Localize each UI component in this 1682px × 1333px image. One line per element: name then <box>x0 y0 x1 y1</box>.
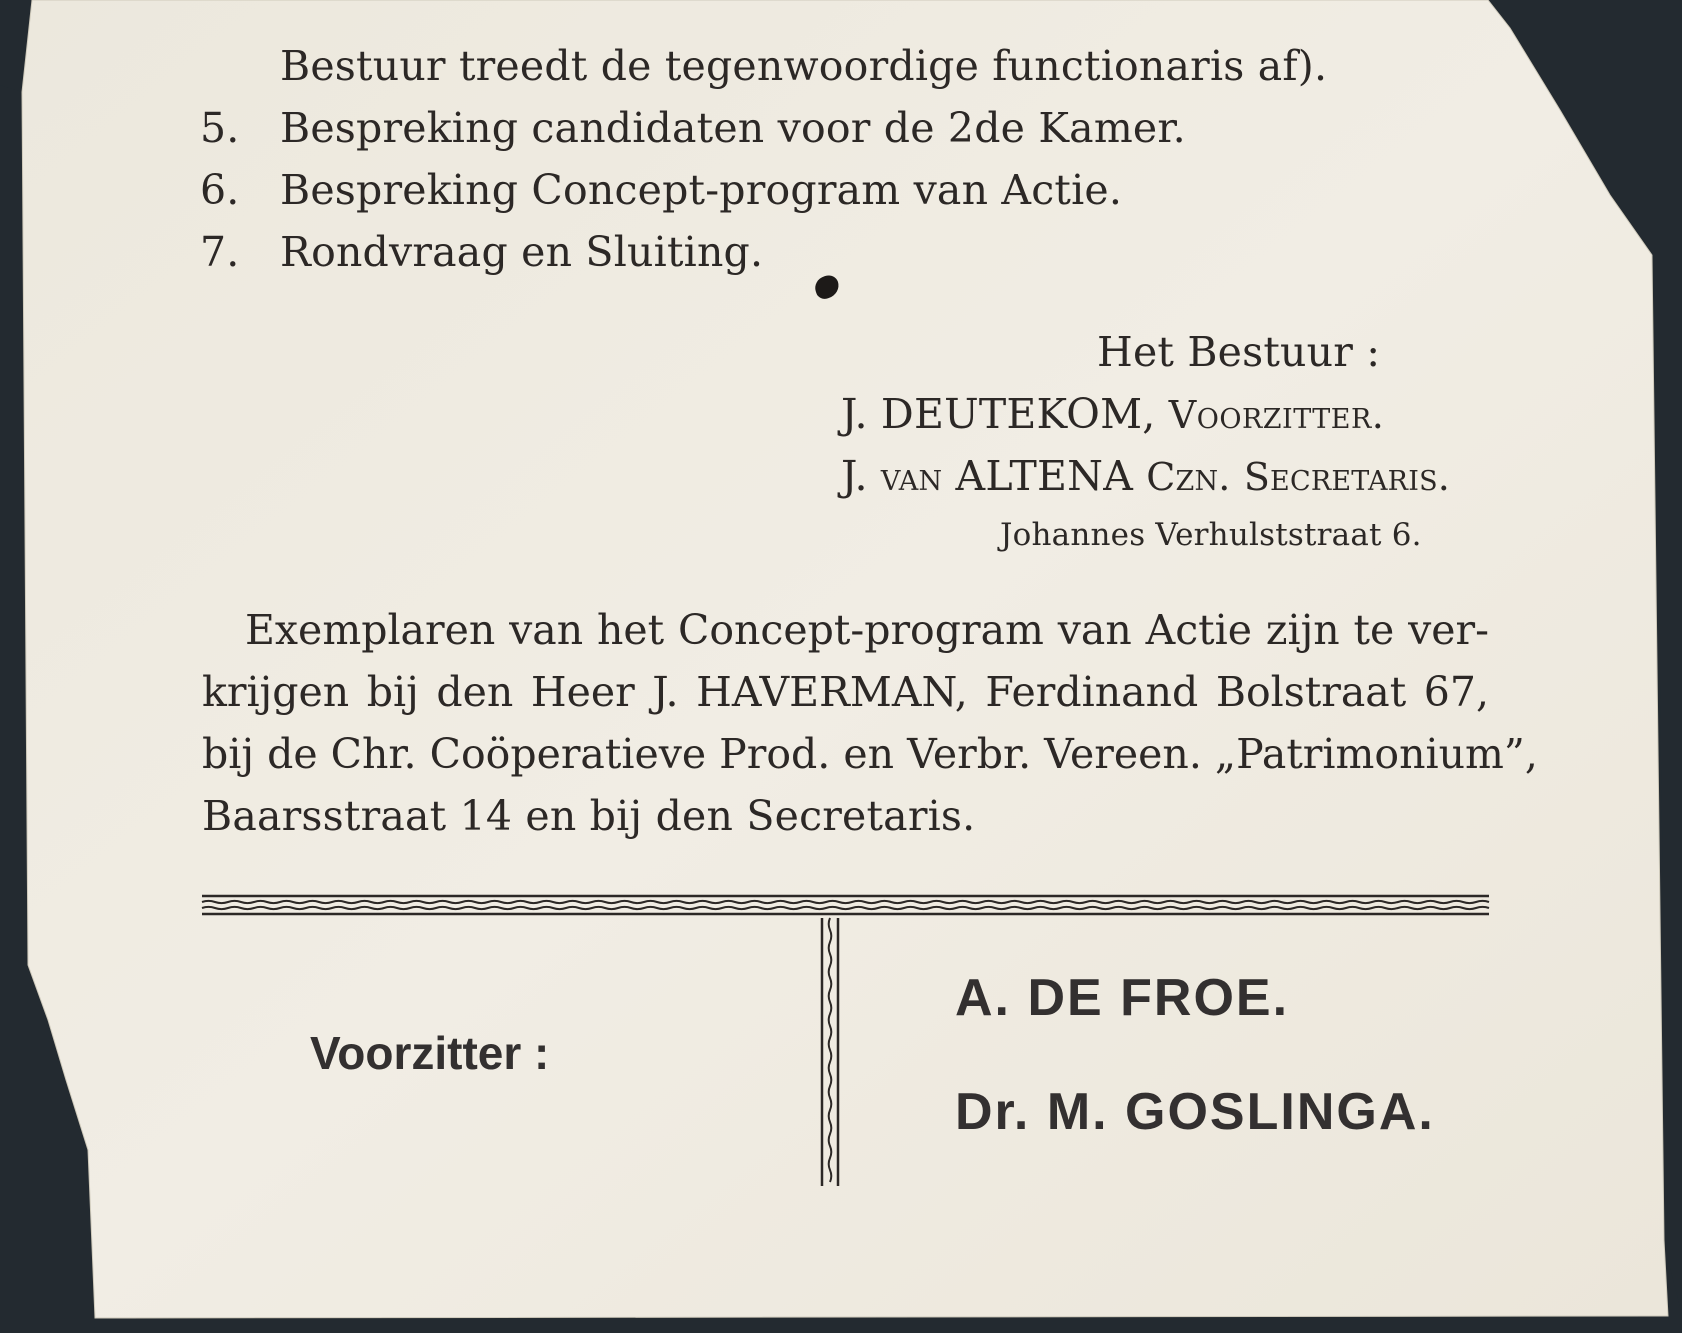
notice-line-text: krijgen bij den Heer J. HAVERMAN, Ferdinand Bolstraat 67, <box>202 668 1489 716</box>
agenda-item-number: 7. <box>200 228 240 276</box>
notice-line <box>245 606 1489 654</box>
speaker-name: A. DE FROE. <box>955 969 1290 1027</box>
speaker-name: Dr. M. GOSLINGA. <box>955 1083 1435 1141</box>
agenda-item-number: 6. <box>200 166 240 214</box>
secretary-address: Johannes Verhulststraat 6. <box>1000 517 1422 553</box>
agenda-item-text: Bespreking Concept-program van Actie. <box>280 166 1123 214</box>
notice-line-text: bij de Chr. Coöperatieve Prod. en Verbr. Vereen. „Patrimonium”, <box>202 730 1538 778</box>
notice-last-line: Baarsstraat 14 en bij den Secretaris. <box>202 792 976 840</box>
chair-name: J. DEUTEKOM, <box>841 390 1156 438</box>
agenda-item-text: Bespreking candidaten voor de 2de Kamer. <box>280 104 1186 152</box>
chair-role: Voorzitter. <box>1168 393 1385 437</box>
secretary-role: Secretaris. <box>1243 455 1451 499</box>
notice-line <box>202 668 1489 716</box>
board-heading: Het Bestuur : <box>1097 328 1381 376</box>
secretary-van: van <box>880 455 943 499</box>
agenda-continuation: Bestuur treedt de tegenwoordige functionaris af). <box>280 42 1328 90</box>
ornamental-divider <box>818 918 842 1188</box>
secretary-name: ALTENA <box>955 452 1133 500</box>
secretary-signature <box>841 452 1451 500</box>
ornamental-rule <box>202 890 1489 920</box>
agenda-item-text: Rondvraag en Sluiting. <box>280 228 764 276</box>
chair-signature <box>841 390 1385 438</box>
secretary-suffix: Czn. <box>1146 455 1231 499</box>
agenda-item-number: 5. <box>200 104 240 152</box>
notice-line <box>202 730 1538 778</box>
footer-label: Voorzitter : <box>310 1027 550 1079</box>
notice-line-text: Exemplaren van het Concept-program van Actie zijn te ver- <box>245 606 1489 654</box>
secretary-prefix: J. <box>841 452 868 500</box>
